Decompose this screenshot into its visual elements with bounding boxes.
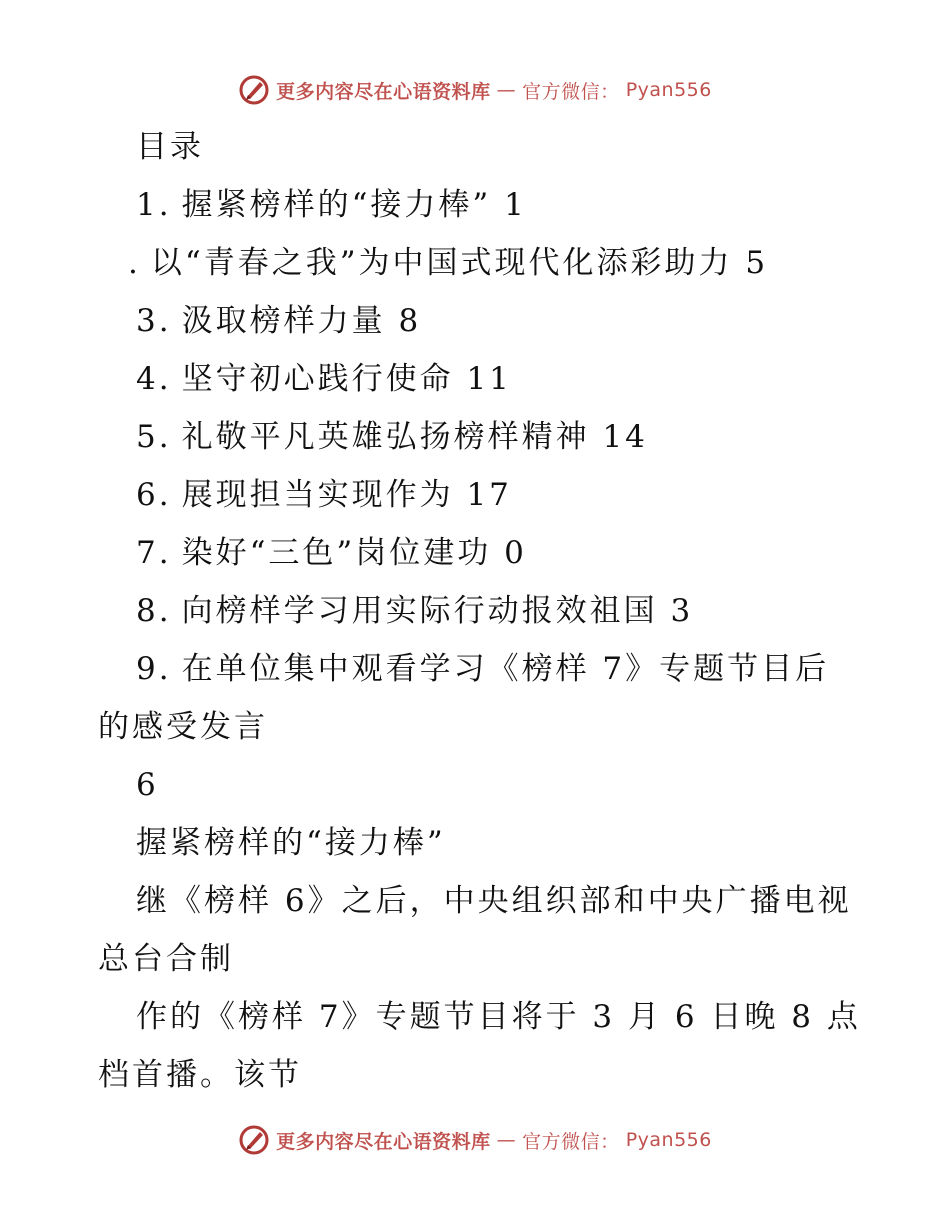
toc-item[interactable]	[98, 234, 858, 292]
toc-item-number: 8.	[136, 593, 172, 629]
watermark-wechat-id: Pyan556	[625, 1129, 712, 1151]
watermark-banner-top	[0, 70, 950, 110]
toc-item-number: 7.	[136, 535, 172, 571]
toc-item-text: 礼敬平凡英雄弘扬榜样精神	[181, 419, 590, 455]
pen-logo-icon	[238, 74, 270, 106]
toc-item-page: 14	[602, 419, 648, 455]
watermark-wechat-label: 官方微信：	[522, 1130, 620, 1153]
toc-item-page: 11	[466, 361, 512, 397]
toc-item-page: 8	[398, 303, 422, 339]
toc-item-page: 17	[466, 477, 512, 513]
toc-item-page: 3	[670, 593, 694, 629]
toc-title: 目录	[136, 129, 204, 165]
toc-item-page: 0	[504, 535, 527, 571]
toc-item-text: 汲取榜样力量	[181, 303, 386, 339]
toc-item-number: 5.	[136, 419, 172, 455]
toc-item-page: 6	[136, 767, 159, 803]
toc-item[interactable]	[98, 582, 858, 640]
watermark-dash: —	[496, 1129, 517, 1151]
toc-item-number: 6.	[136, 477, 172, 513]
paragraph-line: 继《榜样 6》之后，中央组织部和中央广播电视	[136, 883, 852, 919]
toc-item[interactable]	[98, 176, 858, 234]
toc-item-number: 4.	[136, 361, 172, 397]
paragraph-line: 总台合制	[98, 941, 234, 977]
watermark-site-text: 更多内容尽在心语资料库	[276, 80, 491, 103]
watermark-dash: —	[496, 79, 517, 101]
paragraph-line: 作的《榜样 7》专题节目将于 3 月 6 日晚 8 点	[136, 999, 861, 1035]
toc-item[interactable]	[98, 466, 858, 524]
toc-item[interactable]	[98, 292, 858, 350]
toc-item-number: 9.	[136, 651, 172, 687]
toc-item-text: 染好“三色”岗位建功	[181, 535, 492, 571]
toc-item-text: 坚守初心践行使命	[181, 361, 454, 397]
paragraph-line: 档首播。该节	[98, 1057, 302, 1093]
document-body	[98, 118, 861, 1104]
toc-item-number: 1.	[136, 187, 172, 223]
toc-item[interactable]	[98, 408, 858, 466]
toc-item-continuation: 的感受发言	[98, 709, 268, 745]
toc-item[interactable]	[98, 640, 858, 698]
pen-logo-icon	[238, 1124, 270, 1156]
toc-item-number: .	[128, 245, 141, 281]
toc-item-text: 在单位集中观看学习《榜样 7》专题节目后	[181, 651, 830, 687]
toc-item[interactable]	[98, 350, 858, 408]
toc-item-number: 3.	[136, 303, 172, 339]
toc-item-text: 向榜样学习用实际行动报效祖国	[181, 593, 658, 629]
toc-item-page: 5	[745, 245, 769, 281]
watermark-site-text: 更多内容尽在心语资料库	[276, 1130, 491, 1153]
toc-item-text: 握紧榜样的“接力棒”	[181, 187, 492, 223]
watermark-wechat-id: Pyan556	[625, 79, 712, 101]
toc-item[interactable]	[98, 524, 858, 582]
watermark-banner-bottom	[0, 1120, 950, 1160]
article-heading: 握紧榜样的“接力棒”	[136, 825, 446, 861]
watermark-wechat-label: 官方微信：	[522, 80, 620, 103]
toc-item-page: 1	[504, 187, 527, 223]
toc-item-text: 以“青春之我”为中国式现代化添彩助力	[150, 245, 733, 281]
toc-item-text: 展现担当实现作为	[181, 477, 454, 513]
